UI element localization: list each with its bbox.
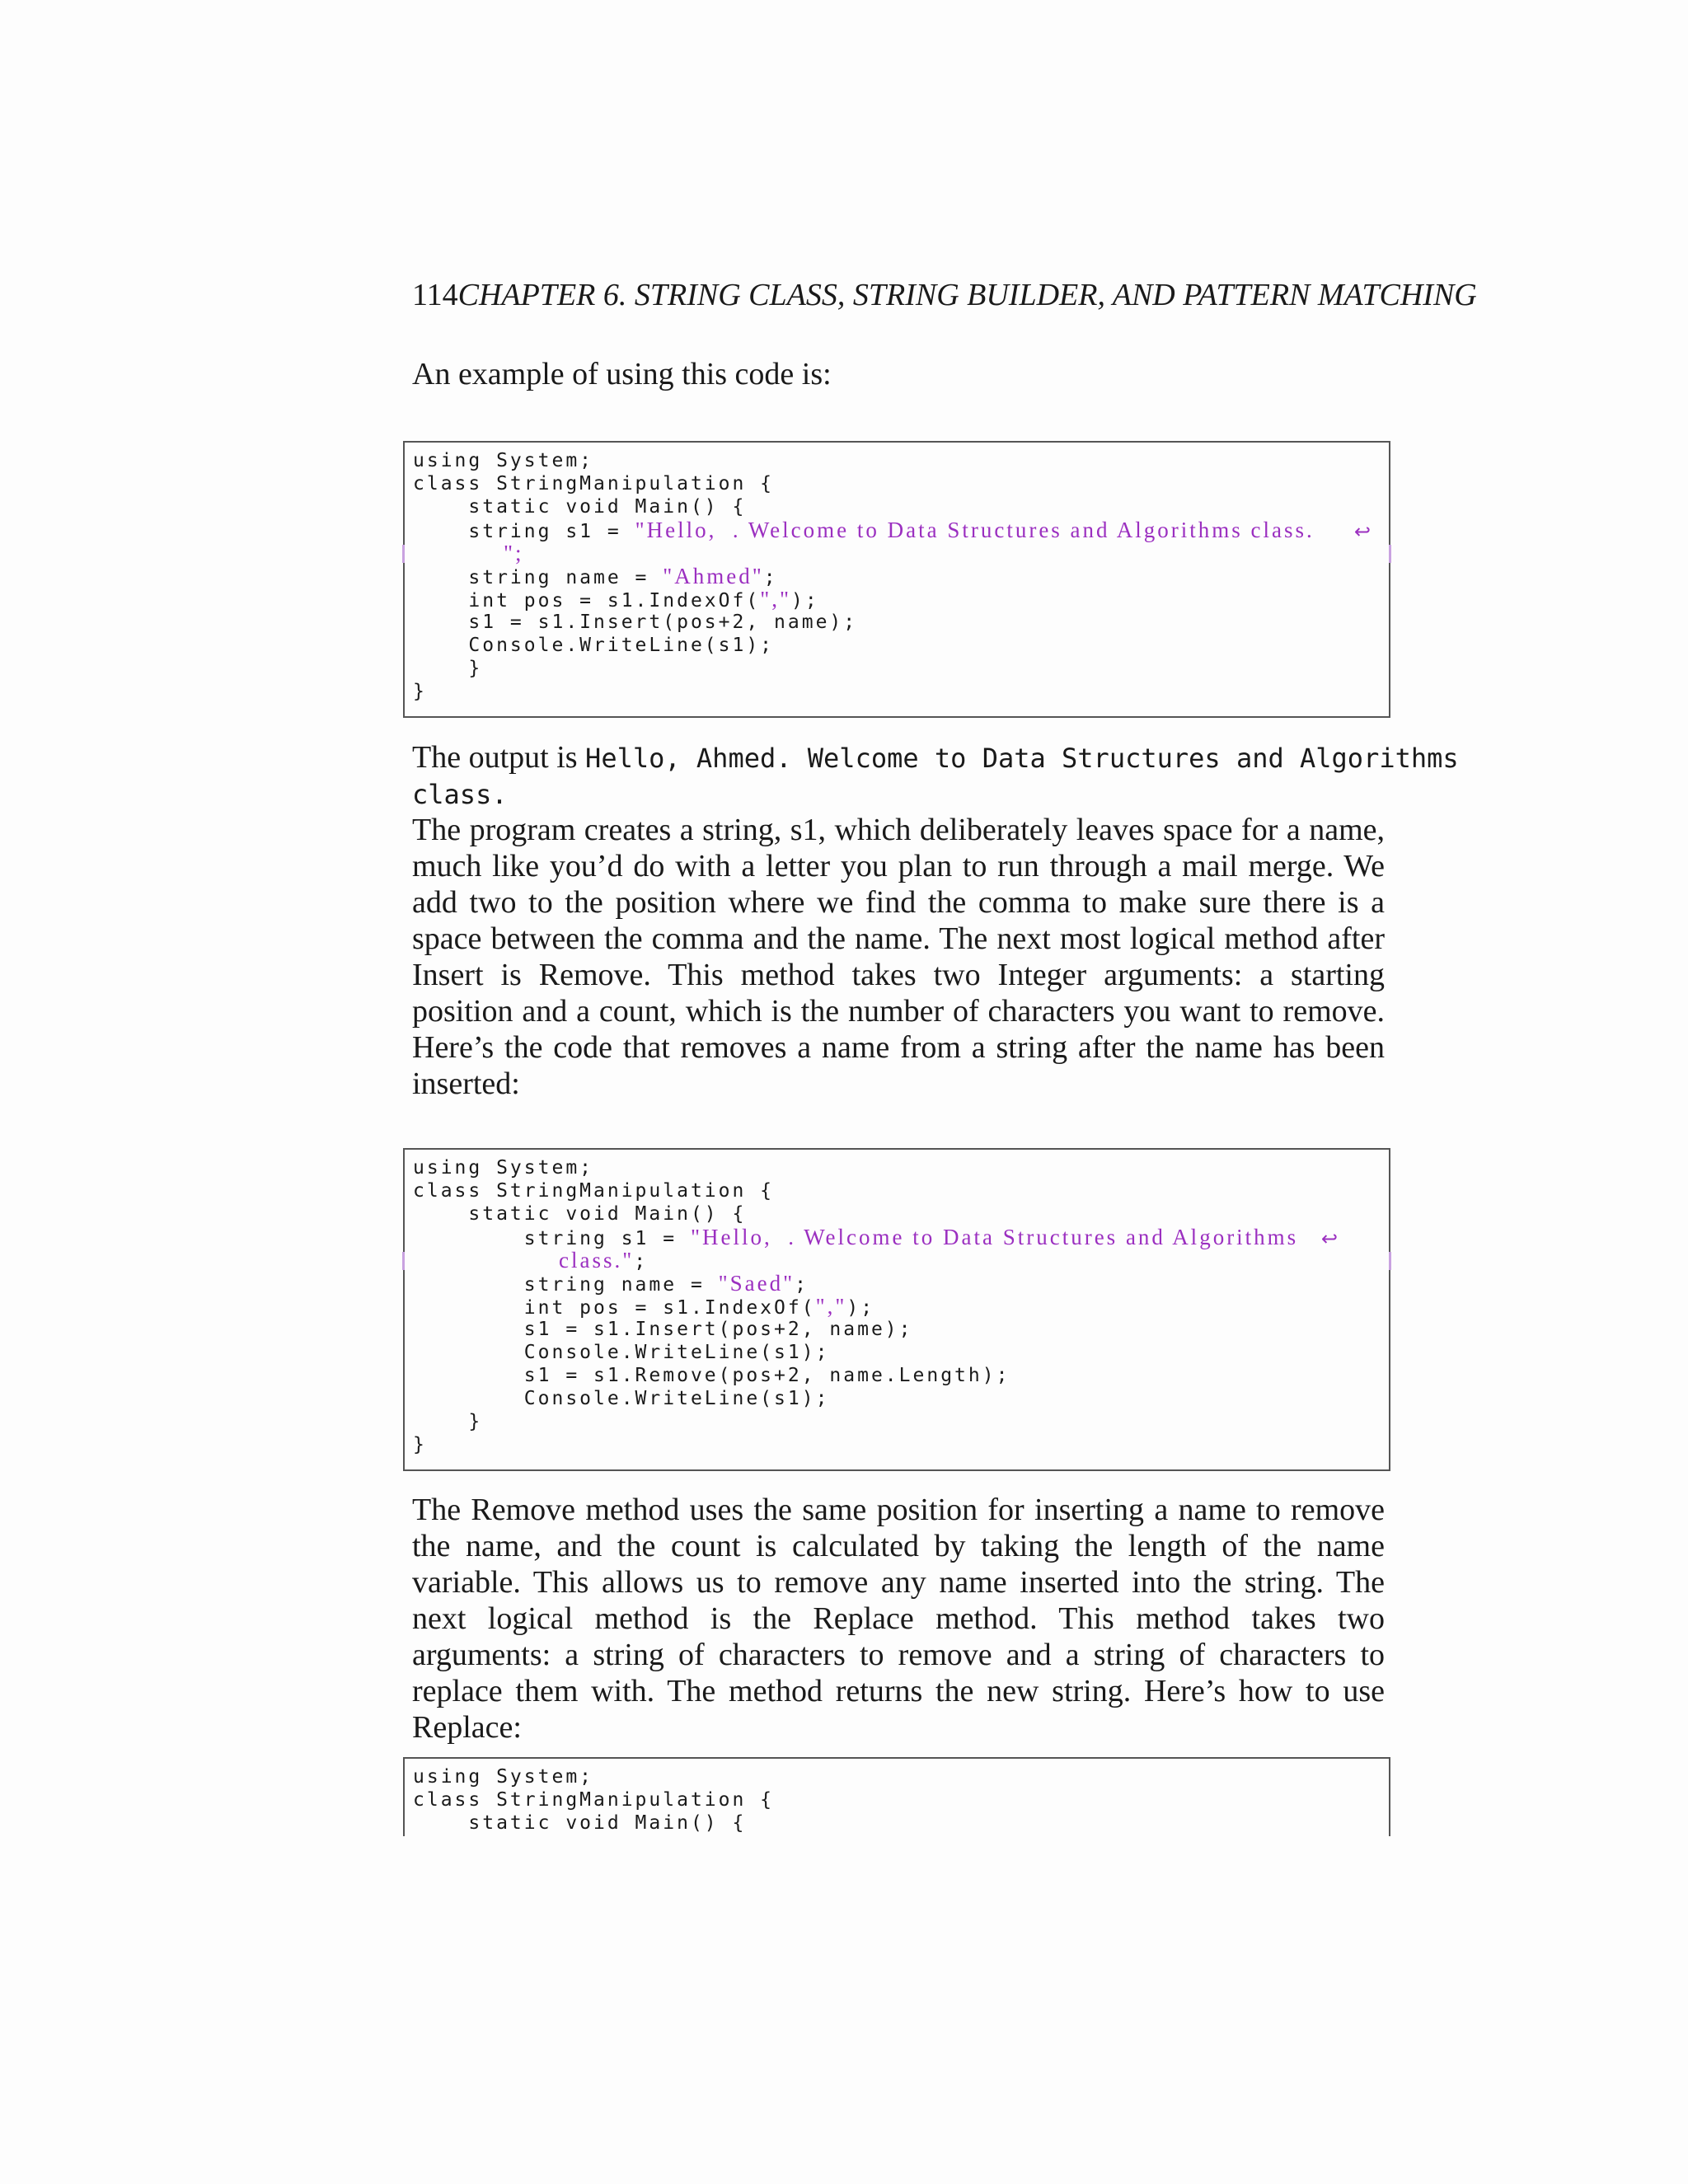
margin-mark xyxy=(402,1252,405,1270)
running-head xyxy=(412,277,1648,313)
code-line: Console.WriteLine(s1); xyxy=(413,1388,830,1409)
code-text: int pos = s1.IndexOf( xyxy=(413,1297,816,1319)
chapter-title: CHAPTER 6. STRING CLASS, STRING BUILDER, AND PATTERN MATCHING xyxy=(457,278,1477,312)
code-line: static void Main() { xyxy=(413,1812,747,1834)
code-line-continuation xyxy=(559,1249,648,1273)
output-code: Hello, Ahmed. Welcome to Data Structures and Algorithms xyxy=(585,743,1459,774)
body-paragraph-1: The program creates a string, s1, which deliberately leaves space for a name, much like you’d do with a letter you plan to run through a mail merge. We add two to the position where we find the comma to make sure there is a space between the comma and the name. The next most logical method after Insert is Remove. This method takes two Integer arguments: a starting position and a count, which is the number of characters you want to remove. Here’s the code that removes a name from a string after the name has been inserted: xyxy=(412,813,1385,1101)
string-literal: "Hello, . Welcome to Data Structures and Algorithms xyxy=(690,1225,1299,1249)
code-text: ; xyxy=(763,567,778,588)
code-text: string s1 = xyxy=(413,1228,691,1249)
code-line: } xyxy=(413,1434,427,1455)
code-listing-2 xyxy=(403,1148,1390,1471)
code-line: class StringManipulation { xyxy=(413,1180,775,1202)
code-line: s1 = s1.Insert(pos+2, name); xyxy=(413,1319,913,1340)
output-prefix: The output is xyxy=(412,740,578,775)
line-wrap-icon: ↩ xyxy=(1321,1227,1339,1250)
code-line: s1 = s1.Insert(pos+2, name); xyxy=(413,612,858,633)
output-sentence-continued xyxy=(412,776,1451,813)
code-line xyxy=(413,565,778,589)
code-line: class StringManipulation { xyxy=(413,1789,775,1811)
margin-mark xyxy=(1389,1252,1391,1270)
string-literal: "Ahmed" xyxy=(663,564,764,588)
string-literal: "; xyxy=(504,541,524,565)
code-line xyxy=(413,518,1315,543)
intro-paragraph: An example of using this code is: xyxy=(412,357,832,391)
code-line xyxy=(413,1272,809,1296)
code-text: string name = xyxy=(413,1274,719,1296)
margin-mark xyxy=(402,545,405,563)
output-code: class. xyxy=(412,779,508,810)
code-line: } xyxy=(413,681,427,702)
code-listing-1 xyxy=(403,441,1390,718)
code-line: using System; xyxy=(413,1766,594,1788)
code-text: string name = xyxy=(413,567,663,588)
string-literal: "Saed" xyxy=(718,1271,795,1296)
code-line: static void Main() { xyxy=(413,496,747,518)
code-text: ); xyxy=(790,590,819,612)
code-text: ; xyxy=(634,1251,649,1272)
code-line: } xyxy=(413,1411,483,1432)
code-line: static void Main() { xyxy=(413,1203,747,1225)
code-line: Console.WriteLine(s1); xyxy=(413,635,775,656)
code-line: } xyxy=(413,658,483,679)
string-literal: "," xyxy=(815,1294,847,1319)
code-line: class StringManipulation { xyxy=(413,473,775,494)
code-line: Console.WriteLine(s1); xyxy=(413,1342,830,1363)
code-text: int pos = s1.IndexOf( xyxy=(413,590,761,612)
body-paragraph-2: The Remove method uses the same position for inserting a name to remove the name, and the count is calculated by taking the length of the name variable. This allows us to remove any name inserted into the string. The next logical method is the Replace method. This method takes two arguments: a string of characters to remove and a string of characters to replace them with. The method returns the new string. Here’s how to use Replace: xyxy=(412,1493,1385,1745)
string-literal: class." xyxy=(559,1248,635,1272)
code-text: ); xyxy=(846,1297,875,1319)
code-text: ; xyxy=(795,1274,809,1296)
code-listing-3 xyxy=(403,1757,1390,1836)
code-text: string s1 = xyxy=(413,521,635,542)
code-line: using System; xyxy=(413,1157,594,1179)
code-line-continuation xyxy=(504,541,524,566)
string-literal: "," xyxy=(760,587,791,612)
code-line: s1 = s1.Remove(pos+2, name.Length); xyxy=(413,1365,1010,1386)
page-number: 114 xyxy=(412,278,458,312)
code-line: using System; xyxy=(413,450,594,471)
code-line xyxy=(413,1295,874,1319)
line-wrap-icon: ↩ xyxy=(1354,520,1372,543)
output-sentence xyxy=(412,739,1459,776)
string-literal: "Hello, . Welcome to Data Structures and Algorithms class. xyxy=(635,518,1315,542)
code-line xyxy=(413,1226,1298,1250)
margin-mark xyxy=(1389,545,1391,563)
code-line xyxy=(413,588,819,612)
